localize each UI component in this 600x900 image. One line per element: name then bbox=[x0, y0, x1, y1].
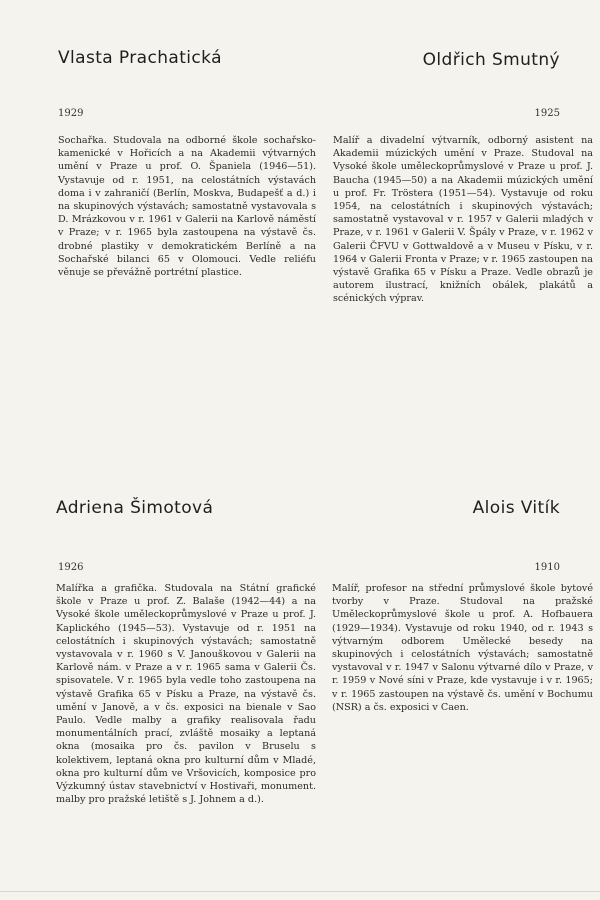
bio-simotova: Malířka a grafička. Studovala na Státní grafické škole v Praze u prof. Z. Balaše (1942—44) a na Vysoké škole uměleckoprůmyslové v Praze u prof. J. Kaplického (1945—53). Vystavuje od r. 1951 na celostátních i skupinových výstavách; samostatně vystavovala v r. 1960 s V. Janouškovou v Galerii na Karlově nám. v Praze a v r. 1965 sama v Galerii Čs. spisovatele. V r. 1965 byla vedle toho zastoupena na výstavě Grafika 65 v Písku a Praze, na výstavě čs. umění v Janově, a v čs. exposici na bienale v Sao Paulo. Vedle malby a grafiky realisovala řadu monumentálních prací, zvláště mosaiky a leptaná okna (mosaika pro čs. pavilon v Bruselu s kolektivem, leptaná okna pro kulturní dům v Mladé, okna pro kulturní dům ve Vršovicích, komposice pro Výzkumný ústav stavebnictví v Hostivaři, monument. malby pro pražské letiště s J. Johnem a d.). bbox=[56, 583, 316, 806]
birth-year-smutny: 1925 bbox=[534, 108, 560, 119]
artist-name-simotova: Adriena Šimotová bbox=[56, 498, 214, 518]
birth-year-simotova: 1926 bbox=[58, 562, 84, 573]
page-edge-divider bbox=[0, 891, 600, 892]
bio-prachaticka: Sochařka. Studovala na odborné škole sochařsko-kamenické v Hořicích a na Akademii výtvarných umění v Praze u prof. O. Španiela (1946—51). Vystavuje od r. 1951, na celostátních výstavách doma i v zahraničí (Berlín, Moskva, Budapešť a d.) i na skupinových výstavách; samostatně vystavovala s D. Mrázkovou v r. 1961 v Galerii na Karlově náměstí v Praze; v r. 1965 byla zastoupena na výstavě čs. drobné plastiky v demokratickém Berlíně a na Sochařské bilanci 65 v Olomouci. Vedle reliéfu věnuje se převážně portrétní plastice. bbox=[58, 135, 316, 279]
birth-year-vitik: 1910 bbox=[534, 562, 560, 573]
bio-smutny: Malíř a divadelní výtvarník, odborný asistent na Akademii múzických umění v Praze. Studoval na Vysoké škole uměleckoprůmyslové v Praze u prof. J. Baucha (1945—50) a na Akademii múzických umění u prof. Fr. Tröstera (1951—54). Vystavuje od roku 1954, na celostátních i skupinových výstavách; samostatně vystavoval v r. 1957 v Galerii mladých v Praze, v r. 1961 v Galerii V. Špály v Praze, v r. 1962 v Galerii ČFVU v Gottwaldově a v Museu v Písku, v r. 1964 v Galerii Fronta v Praze; v r. 1965 zastoupen na výstavě Grafika 65 v Písku a Praze. Vedle obrazů je autorem ilustrací, knižních obálek, plakátů a scénických výprav. bbox=[333, 135, 593, 305]
artist-name-smutny: Oldřich Smutný bbox=[422, 50, 560, 70]
birth-year-prachaticka: 1929 bbox=[58, 108, 84, 119]
artist-name-prachaticka: Vlasta Prachatická bbox=[58, 48, 222, 68]
bio-vitik: Malíř, profesor na střední průmyslové škole bytové tvorby v Praze. Studoval na pražské Uměleckoprůmyslové škole u prof. A. Hofbauera (1929—1934). Vystavuje od roku 1940, od r. 1943 s výtvarným odborem Umělecké besedy na skupinových i celostátních výstavách; samostatně vystavoval v r. 1947 v Salonu výtvarné dílo v Praze, v r. 1959 v Nové síni v Praze, kde vystavuje i v r. 1965; v r. 1965 zastoupen na výstavě čs. umění v Bochumu (NSR) a čs. exposici v Caen. bbox=[332, 583, 593, 713]
artist-name-vitik: Alois Vitík bbox=[472, 498, 560, 518]
